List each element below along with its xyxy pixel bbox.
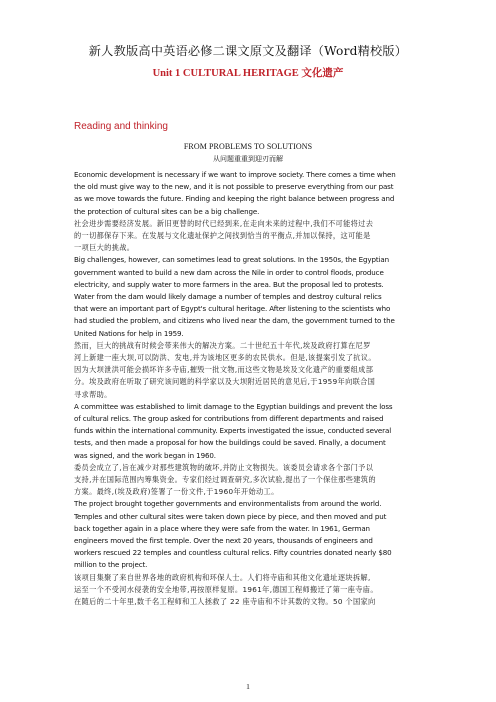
english-text-line: as we move towards the future. Finding and keeping the right balance between progress and [74,194,395,204]
chinese-translation-line: 然而，巨大的挑战有时候会带来伟大的解决方案。二十世纪五十年代,埃及政府打算在尼罗 [74,340,371,350]
english-text-line: of cultural relics. The group asked for contributions from different departments and raised [74,414,384,423]
english-text-line: million to the project. [74,560,148,570]
chinese-translation-line: 社会进步需要经济发展。新旧更替的时代已经到来,在走向未来的过程中,我们不可能将过去 [74,218,374,228]
english-text-line: A committee was established to limit damage to the Egyptian buildings and prevent the loss [74,401,393,411]
english-text-line: funds within the international community. Experts investigated the issue, conducted several [74,426,392,436]
chinese-translation-line: 委员会成立了,旨在减少对那些建筑物的破坏,并防止文物损失。该委员会请求各个部门予以 [74,462,374,472]
chinese-translation-line: 支持,并在国际范围内筹集资金。专家们经过调查研究,多次试验,提出了一个保住那些建筑的 [74,475,376,484]
english-text-line: Big challenges, however, can sometimes lead to great solutions. In the 1950s, the Egyptian [74,255,389,265]
chinese-translation-line: 一项巨大的挑战。 [74,243,135,253]
chinese-translation-line: 的一切都保存下来。在发展与文化遗址保护之间找到恰当的平衡点,并加以保持，这可能是 [74,231,371,240]
chinese-translation-line: 因为大坝泄洪可能会损坏许多寺庙,摧毁一批文物,而这些文物是埃及文化遗产的重要组成部 [74,365,374,375]
chinese-translation-line: 运至一个不受河水侵袭的安全地带,再按原样复原。1961年,德国工程师搬迁了第一座寺庙。 [74,584,378,594]
chinese-translation-line: 该项目集聚了来自世界各地的政府机构和环保人士。人们将寺庙和其他文化遗址逐块拆解, [74,572,371,582]
english-text-line: Temples and other cultural sites were taken down piece by piece, and then moved and put [74,511,387,521]
english-text-line: the protection of cultural sites can be a big challenge. [74,206,260,216]
article-subtitle: 从问题重重到迎刃而解 [213,155,283,163]
english-text-line: United Nations for help in 1959. [74,328,184,338]
english-text-line: The project brought together governments and environmentalists from around the world. [74,499,382,509]
unit-title: Unit 1 CULTURAL HERITAGE 文化遗产 [152,68,344,79]
english-text-line: Economic development is necessary if we want to improve society. There comes a time when [74,170,396,179]
english-text-line: Water from the dam would likely damage a number of temples and destroy cultural relics [74,292,382,301]
chinese-translation-line: 寻求帮助。 [74,389,112,399]
english-text-line: back together again in a place where they were safe from the water. In 1961, German [74,523,370,533]
english-text-line: was signed, and the work began in 1960. [74,450,216,460]
section-heading: Reading and thinking [74,121,168,132]
document-title: 新人教版高中英语必修二课文原文及翻译（Word精校版） [88,44,408,58]
english-text-line: tests, and then made a proposal for how the buildings could be saved. Finally, a document [74,438,386,448]
english-text-line: that were an important part of Egypt's cultural heritage. After listening to the scientists who [74,304,391,314]
english-text-line: government wanted to build a new dam across the Nile in order to control floods, produce [74,267,384,277]
english-text-line: the old must give way to the new, and it is not possible to preserve everything from our past [74,182,394,192]
article-title: FROM PROBLEMS TO SOLUTIONS [183,142,313,151]
english-text-line: workers rescued 22 temples and countless cultural relics. Fifty countries donated nearly $80 [74,548,392,558]
english-text-line: engineers moved the first temple. Over the next 20 years, thousands of engineers and [74,536,373,545]
chinese-translation-line: 河上新建一座大坝,可以防洪、发电,并为该地区更多的农民供水。但是,该提案引发了抗议。 [74,353,376,362]
chinese-translation-line: 分。埃及政府在听取了研究该问题的科学家以及大坝附近居民的意见后,于1959年向联合国 [74,377,376,387]
chinese-translation-line: 在随后的二十年里,数千名工程师和工人拯救了 22 座寺庙和不计其数的文物。50 个国家向 [74,597,376,606]
english-text-line: electricity, and supply water to more farmers in the area. But the proposal led to protests. [74,279,384,289]
page-number: 1 [246,682,250,691]
chinese-translation-line: 方案。最终,(埃及政府)签署了一份文件,于1960年开始动工。 [74,487,279,497]
english-text-line: had studied the problem, and citizens who lived near the dam, the government turned to the [74,316,395,326]
